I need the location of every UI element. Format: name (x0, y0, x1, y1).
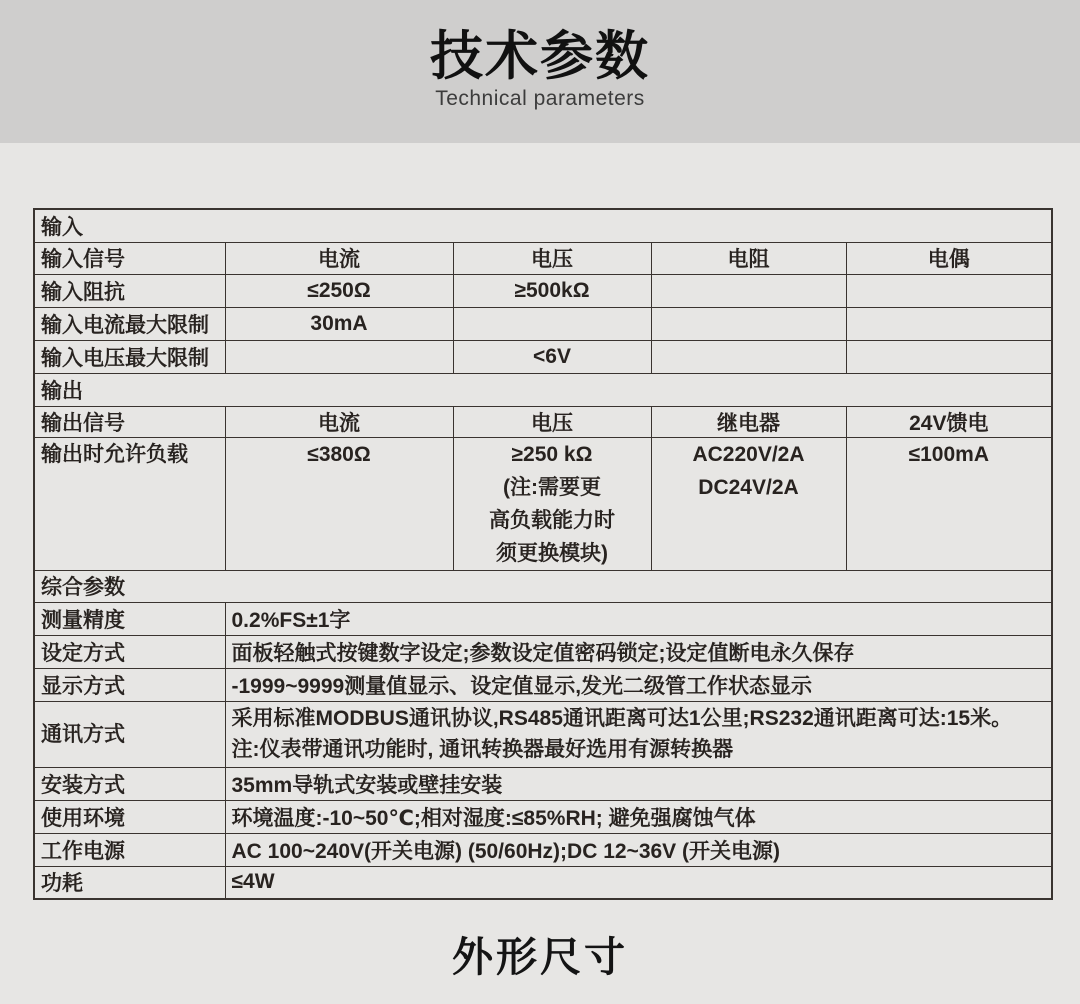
row-setting-method (34, 635, 1052, 668)
cell-value: 环境温度:-10~50℃;相对湿度:≤85%RH; 避免强腐蚀气体 (225, 800, 1052, 833)
empty-cell (651, 307, 846, 340)
cell-feed-value: ≤100mA (846, 437, 1052, 570)
communication-line: 采用标准MODBUS通讯协议,RS485通讯距离可达1公里;RS232通讯距离可达:15米。 (231, 707, 1013, 730)
page-title: 技术参数 (430, 27, 650, 86)
section-label-input: 输入 (34, 209, 1052, 242)
section-row-output (34, 373, 1052, 406)
section-label-output: 输出 (34, 373, 1052, 406)
row-label: 工作电源 (34, 833, 225, 866)
row-input-signal (34, 242, 1052, 274)
row-label: 显示方式 (34, 668, 225, 701)
cell-value: ≤4W (225, 866, 1052, 899)
empty-cell (846, 274, 1052, 307)
cell-voltage-header: 电压 (453, 406, 651, 437)
row-label: 输入阻抗 (34, 274, 225, 307)
cell-value: AC 100~240V(开关电源) (50/60Hz);DC 12~36V (开关电源) (225, 833, 1052, 866)
cell-value (225, 701, 1052, 767)
voltage-load-line: ≥250 kΩ (511, 442, 593, 466)
relay-load-line: AC220V/2A (692, 442, 805, 466)
voltage-load-line: 须更换模块) (496, 541, 608, 565)
row-installation (34, 767, 1052, 800)
voltage-load-line: (注:需要更 (503, 475, 601, 499)
cell-value: 面板轻触式按键数字设定;参数设定值密码锁定;设定值断电永久保存 (225, 635, 1052, 668)
cell-current-value: ≤250Ω (225, 274, 453, 307)
row-communication (34, 701, 1052, 767)
empty-cell (651, 340, 846, 373)
row-label: 输入电流最大限制 (34, 307, 225, 340)
row-environment (34, 800, 1052, 833)
spec-table (33, 208, 1053, 900)
cell-current-value: ≤380Ω (225, 437, 453, 570)
empty-cell (846, 340, 1052, 373)
row-label: 功耗 (34, 866, 225, 899)
section-row-general (34, 570, 1052, 602)
cell-value: 0.2%FS±1字 (225, 602, 1052, 635)
row-label: 输入电压最大限制 (34, 340, 225, 373)
voltage-load-line: 高负载能力时 (489, 508, 615, 532)
section-row-input (34, 209, 1052, 242)
row-accuracy (34, 602, 1052, 635)
cell-relay-value (651, 437, 846, 570)
row-display-method (34, 668, 1052, 701)
empty-cell (846, 307, 1052, 340)
cell-relay-header: 继电器 (651, 406, 846, 437)
cell-value: -1999~9999测量值显示、设定值显示,发光二级管工作状态显示 (225, 668, 1052, 701)
cell-current-value: 30mA (225, 307, 453, 340)
cell-voltage-value: ≥500kΩ (453, 274, 651, 307)
row-label: 通讯方式 (34, 701, 225, 767)
cell-value: 35mm导轨式安装或壁挂安装 (225, 767, 1052, 800)
row-input-impedance (34, 274, 1052, 307)
empty-cell (453, 307, 651, 340)
row-label: 使用环境 (34, 800, 225, 833)
row-output-signal (34, 406, 1052, 437)
row-label: 输出时允许负载 (34, 437, 225, 570)
row-label: 测量精度 (34, 602, 225, 635)
cell-feed-header: 24V馈电 (846, 406, 1052, 437)
communication-line: 注:仪表带通讯功能时, 通讯转换器最好选用有源转换器 (231, 738, 734, 761)
cell-resistance-header: 电阻 (651, 242, 846, 274)
row-output-load (34, 437, 1052, 570)
row-label: 设定方式 (34, 635, 225, 668)
row-input-voltage-limit (34, 340, 1052, 373)
cell-voltage-value: <6V (453, 340, 651, 373)
cell-current-header: 电流 (225, 242, 453, 274)
cell-voltage-header: 电压 (453, 242, 651, 274)
cell-voltage-value (453, 437, 651, 570)
row-label: 输入信号 (34, 242, 225, 274)
row-power-consumption (34, 866, 1052, 899)
empty-cell (651, 274, 846, 307)
cell-current-header: 电流 (225, 406, 453, 437)
page-subtitle: Technical parameters (435, 87, 645, 111)
cell-thermocouple-header: 电偶 (846, 242, 1052, 274)
row-input-current-limit (34, 307, 1052, 340)
row-label: 输出信号 (34, 406, 225, 437)
section-label-general: 综合参数 (34, 570, 1052, 602)
empty-cell (225, 340, 453, 373)
row-label: 安装方式 (34, 767, 225, 800)
header-banner (0, 0, 1080, 143)
row-power-supply (34, 833, 1052, 866)
relay-load-line: DC24V/2A (698, 475, 799, 499)
section-title-dimensions: 外形尺寸 (452, 934, 628, 980)
